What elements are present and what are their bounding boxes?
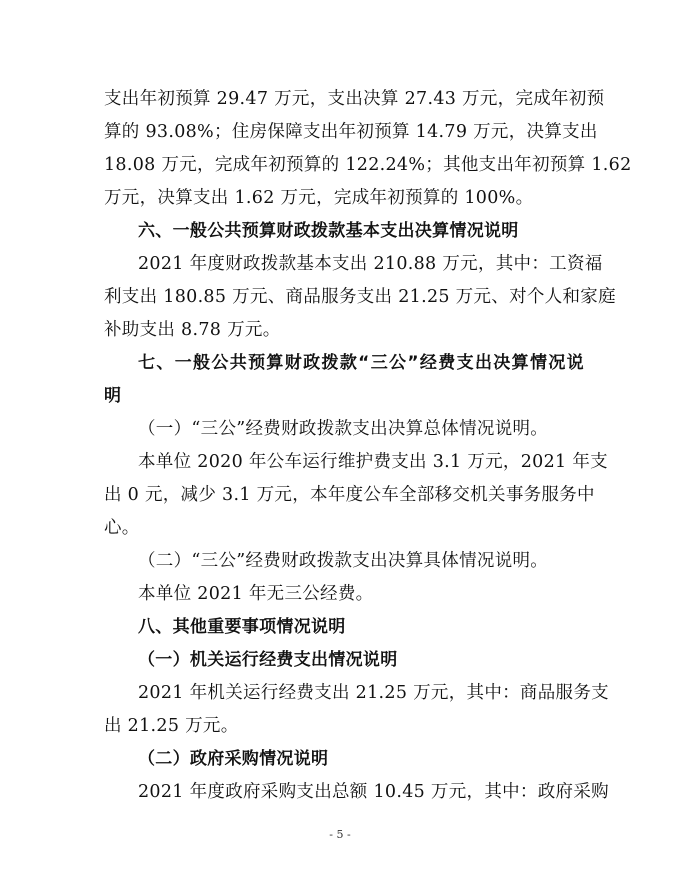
page-number: - 5 - [329, 828, 351, 841]
body-line-6: 2021 年度财政拨款基本支出 210.88 万元，其中：工资福 [138, 254, 603, 274]
body-line-22: 2021 年度政府采购支出总额 10.45 万元，其中：政府采购 [138, 782, 609, 802]
subheading-8-1: （一）机关运行经费支出情况说明 [138, 650, 398, 670]
section-heading-8: 八、其他重要事项情况说明 [138, 617, 346, 637]
section-heading-6: 六、一般公共预算财政拨款基本支出决算情况说明 [138, 221, 519, 241]
body-line-1: 支出年初预算 29.47 万元，支出决算 27.43 万元，完成年初预 [104, 89, 605, 109]
body-line-8: 补助支出 8.78 万元。 [104, 320, 281, 340]
section-heading-7: 七、一般公共预算财政拨款“三公”经费支出决算情况说 [138, 353, 584, 373]
body-line-2: 算的 93.08%；住房保障支出年初预算 14.79 万元，决算支出 [104, 122, 598, 142]
body-line-14: 心。 [104, 518, 140, 538]
subheading-7-1: （一）“三公”经费财政拨款支出决算总体情况说明。 [138, 419, 549, 439]
body-line-4: 万元，决算支出 1.62 万元，完成年初预算的 100%。 [104, 188, 534, 208]
body-line-12: 本单位 2020 年公车运行维护费支出 3.1 万元，2021 年支 [138, 452, 608, 472]
section-heading-7-cont: 明 [104, 386, 122, 406]
body-line-16: 本单位 2021 年无三公经费。 [138, 584, 374, 604]
body-line-20: 出 21.25 万元。 [104, 716, 239, 736]
body-line-19: 2021 年机关运行经费支出 21.25 万元，其中：商品服务支 [138, 683, 609, 703]
body-line-3: 18.08 万元，完成年初预算的 122.24%；其他支出年初预算 1.62 [104, 155, 632, 175]
body-line-7: 利支出 180.85 万元、商品服务支出 21.25 万元、对个人和家庭 [104, 287, 616, 307]
body-line-13: 出 0 元，减少 3.1 万元，本年度公车全部移交机关事务服务中 [104, 485, 595, 505]
subheading-7-2: （二）“三公”经费财政拨款支出决算具体情况说明。 [138, 551, 549, 571]
subheading-8-2: （二）政府采购情况说明 [138, 749, 329, 769]
